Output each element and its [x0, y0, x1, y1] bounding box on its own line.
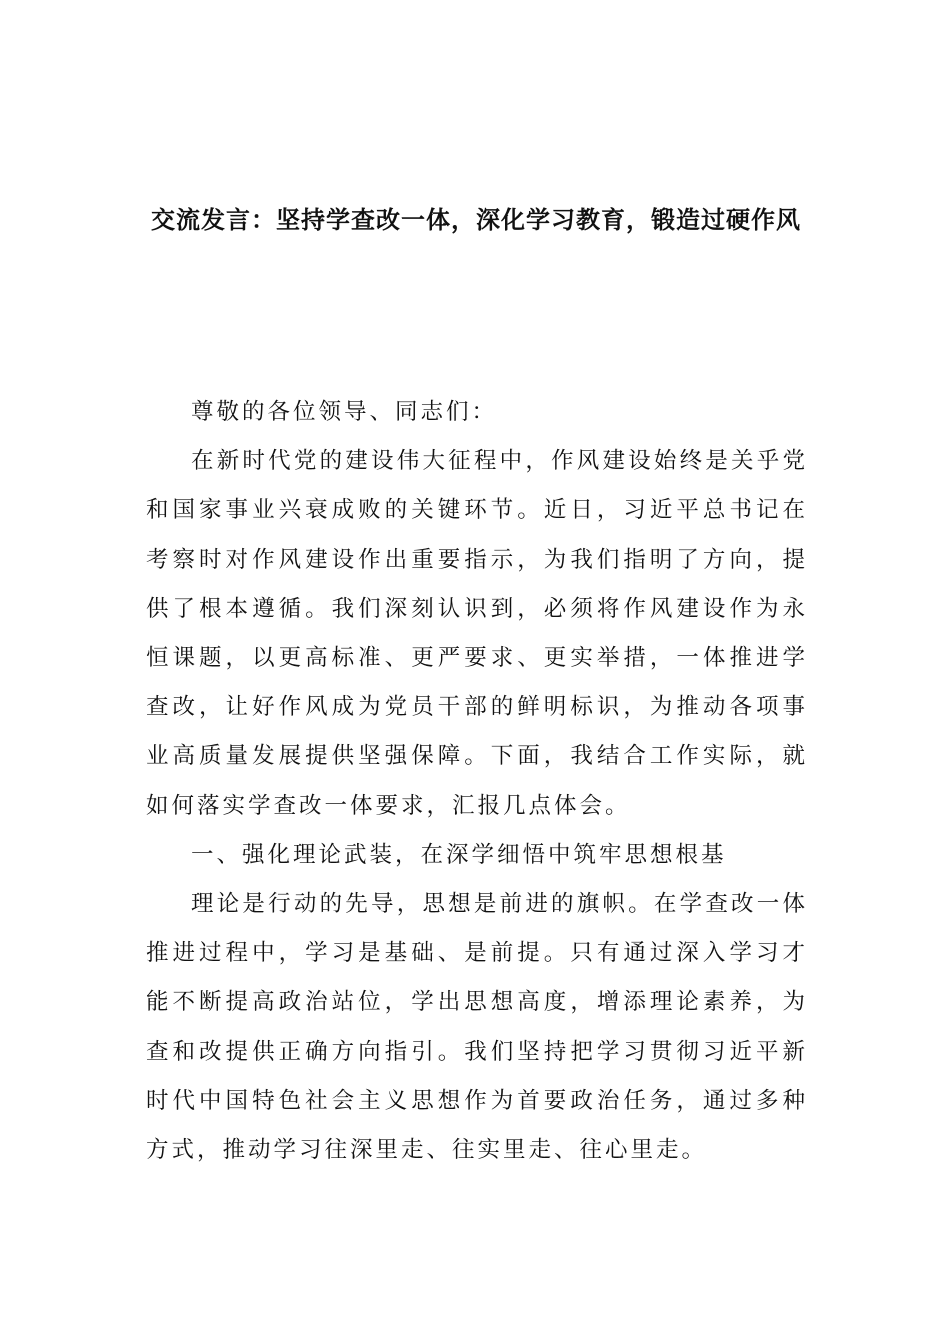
section-heading: 一、强化理论武装，在深学细悟中筑牢思想根基: [191, 841, 727, 868]
salutation: 尊敬的各位领导、同志们：: [191, 399, 498, 425]
document-title: 交流发言：坚持学查改一体，深化学习教育，锻造过硬作风: [151, 205, 801, 234]
intro-paragraph: 在新时代党的建设伟大征程中，作风建设始终是关乎党和国家事业兴衰成败的关键环节。近日，习近平总书记在考察时对作风建设作出重要指示，为我们指明了方向，提供了根本遵循。我们深刻认识到，必须将作风建设作为永恒课题，以更高标准、更严要求、更实举措，一体推进学查改，让好作风成为党员干部的鲜明标识，为推动各项事业高质量发展提供坚强保障。下面，我结合工作实际，就如何落实学查改一体要求，汇报几点体会。: [146, 448, 808, 819]
section-paragraph: 理论是行动的先导，思想是前进的旗帜。在学查改一体推进过程中，学习是基础、是前提。只有通过深入学习才能不断提高政治站位，学出思想高度，增添理论素养，为查和改提供正确方向指引。我们坚持把学习贯彻习近平新时代中国特色社会主义思想作为首要政治任务，通过多种方式，推动学习往深里走、往实里走、往心里走。: [146, 891, 808, 1164]
document-body: [146, 388, 808, 1175]
